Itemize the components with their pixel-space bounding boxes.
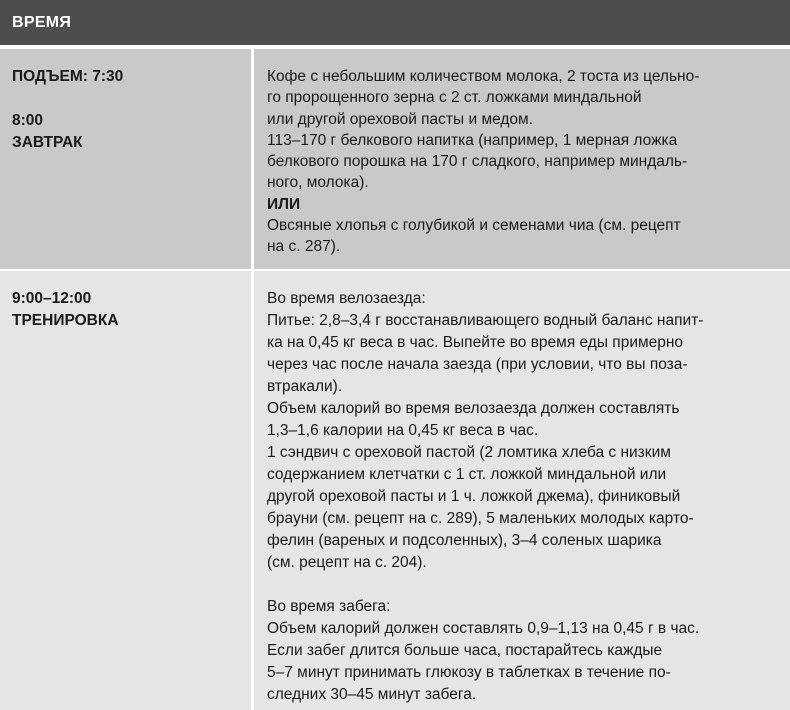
text-line: Объем калорий во время велозаезда должен составлять	[267, 400, 680, 417]
text-line: го пророщенного зерна с 2 ст. ложками миндальной	[267, 89, 642, 107]
breakfast-time: 8:00	[12, 112, 44, 129]
text-line: брауни (см. рецепт на с. 289), 5 маленьких молодых карто-	[267, 510, 694, 527]
or-separator: ИЛИ	[267, 195, 301, 213]
description-cell	[254, 49, 790, 269]
activity-label: ТРЕНИРОВКА	[12, 312, 119, 329]
table-row-training	[0, 271, 790, 710]
training-time: 9:00–12:00	[12, 290, 92, 307]
header-title: ВРЕМЯ	[12, 14, 72, 31]
text-line: 5–7 минут принимать глюкозу в таблетках в течение по-	[267, 664, 671, 681]
text-line: 1 сэндвич с ореховой пастой (2 ломтика хлеба с низким	[267, 444, 671, 461]
text-line: другой ореховой пасты и 1 ч. ложкой джема), финиковый	[267, 488, 681, 505]
text-line: Если забег длится больше часа, постарайтесь каждые	[267, 642, 663, 659]
text-line: следних 30–45 минут забега.	[267, 686, 477, 703]
table-row-breakfast	[0, 49, 790, 269]
text-line: Объем калорий должен составлять 0,9–1,13 на 0,45 г в час.	[267, 620, 700, 637]
activity-label: ЗАВТРАК	[12, 134, 83, 151]
text-line: втракали).	[267, 378, 343, 395]
text-line: (см. рецепт на с. 204).	[267, 554, 427, 571]
text-line: 1,3–1,6 калории на 0,45 кг веса в час.	[267, 422, 539, 439]
text-line: ка на 0,45 кг веса в час. Выпейте во время еды примерно	[267, 334, 684, 351]
text-line: белкового порошка на 170 г сладкого, например миндаль-	[267, 153, 688, 171]
description-cell	[254, 271, 790, 710]
text-line: Во время велозаезда:	[267, 290, 426, 307]
text-line: Овсяные хлопья с голубикой и семенами чиа (см. рецепт	[267, 217, 681, 235]
text-line: фелин (вареных и подсоленных), 3–4 соленых шарика	[267, 532, 662, 549]
time-cell	[0, 271, 251, 710]
table-header	[0, 0, 790, 45]
text-line: или другой ореховой пасты и медом.	[267, 110, 534, 128]
text-line: ного, молока).	[267, 174, 369, 192]
text-line: 113–170 г белкового напитка (например, 1 мерная ложка	[267, 131, 678, 149]
text-line: Питье: 2,8–3,4 г восстанавливающего водный баланс напит-	[267, 312, 704, 329]
blank-line	[267, 574, 790, 596]
wakeup-time: ПОДЪЕМ: 7:30	[12, 68, 124, 85]
text-line: через час после начала заезда (при условии, что вы поза-	[267, 356, 688, 373]
text-line: содержанием клетчатки с 1 ст. ложкой миндальной или	[267, 466, 667, 483]
text-line: Кофе с небольшим количеством молока, 2 тоста из цельно-	[267, 68, 700, 85]
text-line: на с. 287).	[267, 238, 341, 256]
time-cell	[0, 49, 251, 269]
text-line: Во время забега:	[267, 598, 391, 615]
